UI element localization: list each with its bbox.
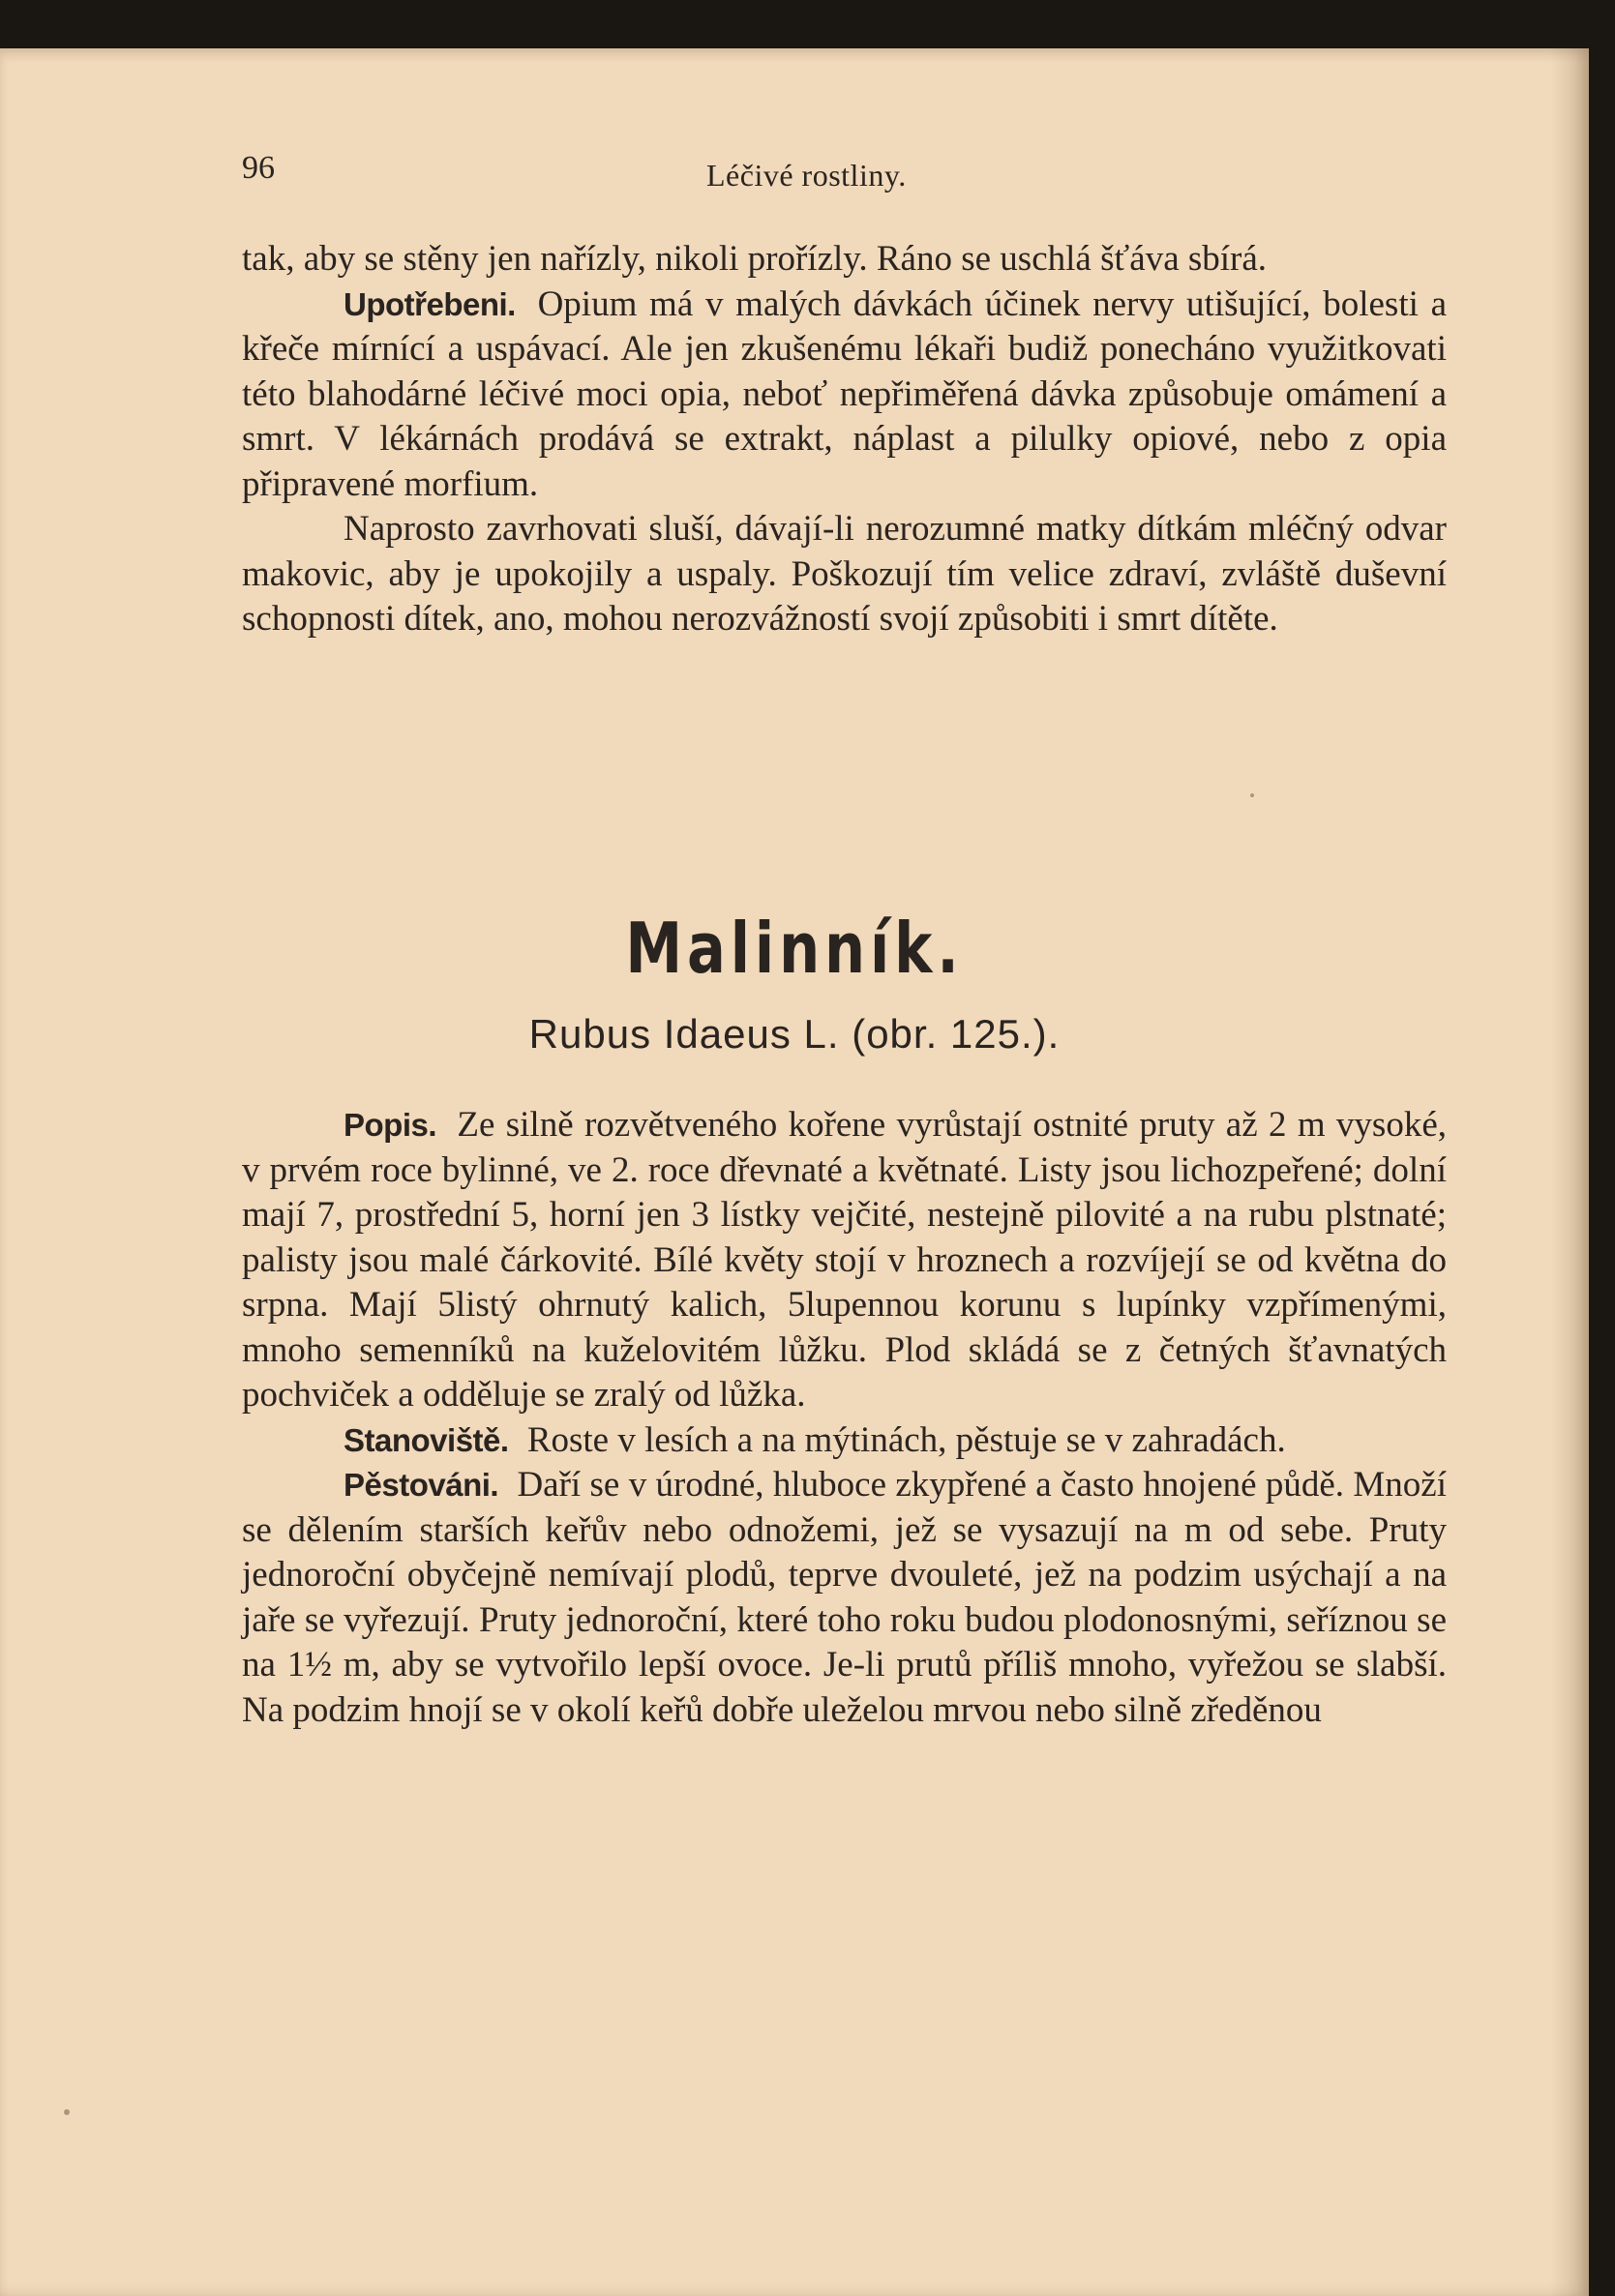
paragraph-continuation <box>242 237 1447 283</box>
paragraph-text: tak, aby se stěny jen nařízly, nikoli prořízly. Ráno se uschlá šťáva sbírá. <box>242 239 1268 279</box>
paragraph-lead: Popis. <box>344 1107 437 1143</box>
paragraph-warning <box>242 507 1447 642</box>
paragraph-text: Opium má v malých dávkách účinek nervy utišující, bolesti a křeče mírnící a uspávací. Ale jen zkušenému lékaři budiž ponecháno využitkovati této blahodárné léčivé moci opia, neboť nepřiměřená dávka způsobuje omámení a smrt. V lékárnách prodává se extrakt, náplast a pilulky opiové, nebo z opia připravené morfium. <box>242 283 1448 504</box>
paragraph-text: Daří se v úrodné, hluboce zkypřené a často hnojené půdě. Množí se dělením starších keřův nebo odnožemi, jež se vysazují na m od sebe. Pruty jednoroční obyčejně nemívají plodů, teprve dvouleté, jež na podzim usýchají a na jaře se vyřezují. Pruty jednoroční, které toho roku budou plodonosnými, seříznou se na 1½ m, aby se vytvořilo lepší ovoce. Je-li prutů příliš mnoho, vyřežou se slabší. Na podzim hnojí se v okolí keřů dobře uleželou mrvou nebo silně zředěnou <box>242 1465 1448 1730</box>
running-title: Léčivé rostliny. <box>706 158 907 193</box>
paragraph-text: Ze silně rozvětveného kořene vyrůstají ostnité pruty až 2 m vysoké, v prvém roce bylinné, ve 2. roce dřevnaté a květnaté. Listy jsou lichozpeřené; dolní mají 7, prostřední 5, horní jen 3 lístky vejčité, nestejně pilovité a na rubu plstnaté; palisty jsou malé čárkovité. Bílé květy stojí v hroznech a rozvíjejí se od května do srpna. Mají 5listý ohrnutý kalich, 5lupennou korunu s lupínky vzpřímenými, mnoho semenníků na kuželovitém lůžku. Plod skládá se z četných šťavnatých pochviček a odděluje se zralý od lůžka. <box>242 1105 1447 1415</box>
book-page <box>0 48 1589 2296</box>
paragraph-description <box>242 1103 1447 1418</box>
paragraph-usage <box>242 283 1447 508</box>
section-subtitle: Rubus Idaeus L. (obr. 125.). <box>528 1011 1061 1057</box>
paragraph-cultivation <box>242 1463 1447 1733</box>
raspberry-text-block <box>242 1103 1447 1733</box>
paper-speck <box>1250 793 1254 797</box>
section-title: Malinník. <box>625 908 964 989</box>
page-edge-shadow <box>1550 48 1589 2296</box>
paragraph-text: Naprosto zavrhovati sluší, dávají-li nerozumné matky dítkám mléčný odvar makovic, aby je upokojily a uspaly. Poškozují tím velice zdraví, zvláště duševní schopnosti dítek, ano, mohou nerozvážností svojí způsobiti i smrt dítěte. <box>242 509 1447 639</box>
paragraph-lead: Pěstováni. <box>344 1467 499 1503</box>
page-header <box>0 150 1589 198</box>
paragraph-text: Roste v lesích a na mýtinách, pěstuje se v zahradách. <box>526 1419 1286 1460</box>
paragraph-habitat <box>242 1418 1447 1464</box>
paper-speck <box>64 2109 70 2115</box>
page-number: 96 <box>242 150 275 186</box>
paragraph-lead: Upotřebeni. <box>344 285 516 322</box>
opium-text-block <box>242 237 1447 642</box>
paragraph-lead: Stanoviště. <box>344 1421 509 1458</box>
